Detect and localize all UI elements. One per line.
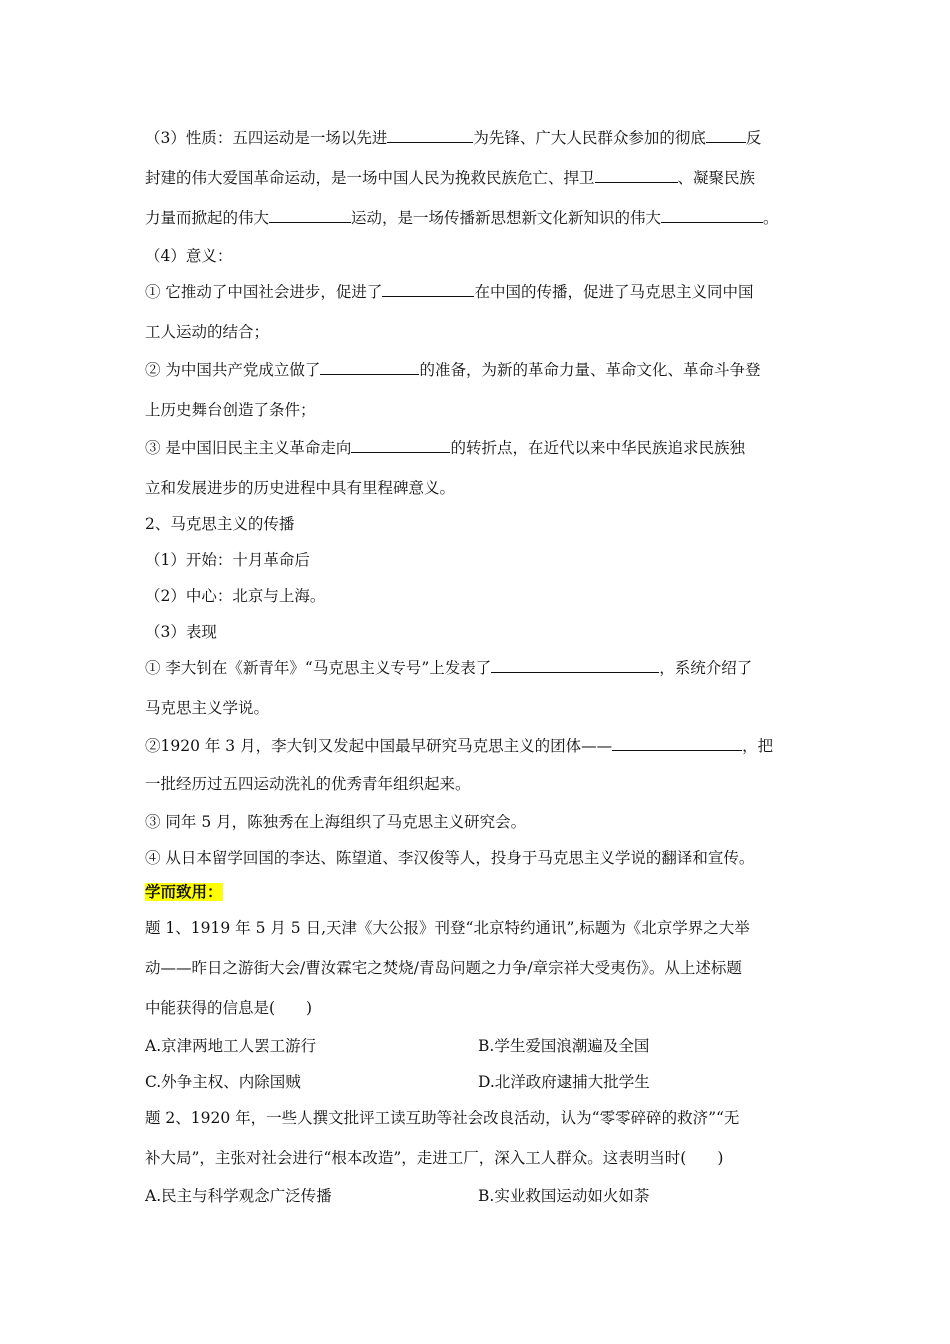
- nature-line-3: [145, 208, 779, 228]
- manifestation-item-2-cont: 一批经历过五四运动洗礼的优秀青年组织起来。: [145, 775, 471, 793]
- option-b: B.学生爱国浪潮遍及全国: [478, 1037, 650, 1055]
- marxism-center: （2）中心：北京与上海。: [145, 587, 326, 605]
- option-c: C.外争主权、内除国贼: [145, 1073, 301, 1091]
- significance-point-3: [145, 438, 745, 458]
- text: ③ 是中国旧民主主义革命走向: [145, 439, 352, 457]
- question-1-line-1: 题 1、1919 年 5 月 5 日,天津《大公报》刊登“北京特约通讯”,标题为《北京学界之大举: [145, 919, 750, 937]
- text: 的转折点，在近代以来中华民族追求民族独: [450, 439, 745, 457]
- text: ②1920 年 3 月，李大钊又发起中国最早研究马克思主义的团体——: [145, 737, 613, 755]
- text: ② 为中国共产党成立做了: [145, 361, 321, 379]
- significance-point-2-cont: 上历史舞台创造了条件；: [145, 401, 316, 419]
- fill-blank: [661, 208, 763, 223]
- manifestation-item-1: [145, 658, 752, 678]
- option-d: D.北洋政府逮捕大批学生: [478, 1073, 650, 1091]
- text: 。: [763, 209, 779, 227]
- fill-blank: [595, 168, 678, 183]
- significance-point-1-cont: 工人运动的结合；: [145, 323, 270, 341]
- fill-blank: [612, 736, 742, 751]
- question-1-options-row-1: [145, 1036, 810, 1056]
- significance-title: （4）意义：: [145, 247, 233, 265]
- question-1-line-2: 动——昨日之游街大会/曹汝霖宅之焚烧/青岛问题之力争/章宗祥大受夷伤》。从上述标题: [145, 959, 742, 977]
- fill-blank: [387, 128, 473, 143]
- nature-line-1: [145, 128, 761, 148]
- fill-blank: [706, 128, 746, 143]
- text: 在中国的传播，促进了马克思主义同中国: [474, 283, 754, 301]
- fill-blank: [320, 360, 419, 375]
- significance-point-2: [145, 360, 760, 380]
- manifestation-item-4: ④ 从日本留学回国的李达、陈望道、李汉俊等人，投身于马克思主义学说的翻译和宣传。: [145, 849, 755, 867]
- question-2-line-2: 补大局”，主张对社会进行“根本改造”，走进工厂，深入工人群众。这表明当时( ): [145, 1149, 724, 1167]
- question-2-line-1: 题 2、1920 年，一些人撰文批评工读互助等社会改良活动，认为“零零碎碎的救济”“无: [145, 1109, 740, 1127]
- significance-point-1: [145, 282, 753, 302]
- text: 为先锋、广大人民群众参加的彻底: [473, 129, 706, 147]
- option-b: B.实业救国运动如火如荼: [478, 1187, 650, 1205]
- text: ① 李大钊在《新青年》“马克思主义专号”上发表了: [145, 659, 492, 677]
- text: 封建的伟大爱国革命运动，是一场中国人民为挽救民族危亡、捍卫: [145, 169, 595, 187]
- manifestation-item-2: [145, 736, 773, 756]
- marxism-manifestation: （3）表现: [145, 623, 217, 641]
- text: 的准备，为新的革命力量、革命文化、革命斗争登: [419, 361, 761, 379]
- manifestation-item-3: ③ 同年 5 月，陈独秀在上海组织了马克思主义研究会。: [145, 813, 527, 831]
- marxism-title: 2、马克思主义的传播: [145, 515, 295, 533]
- fill-blank: [269, 208, 351, 223]
- fill-blank: [351, 438, 450, 453]
- text: ，把: [742, 737, 774, 755]
- significance-point-3-cont: 立和发展进步的历史进程中具有里程碑意义。: [145, 479, 456, 497]
- text: 、凝聚民族: [677, 169, 756, 187]
- marxism-start: （1）开始：十月革命后: [145, 551, 310, 569]
- text: 力量而掀起的伟大: [145, 209, 270, 227]
- text: 反: [745, 129, 762, 147]
- option-a: A.京津两地工人罢工游行: [145, 1037, 317, 1055]
- nature-line-2: [145, 168, 755, 188]
- text: （3）性质：五四运动是一场以先进: [145, 129, 388, 147]
- text: ，系统介绍了: [659, 659, 753, 677]
- manifestation-item-1-cont: 马克思主义学说。: [145, 699, 270, 717]
- practice-heading-row: [145, 882, 223, 902]
- fill-blank: [491, 658, 659, 673]
- question-1-line-3: 中能获得的信息是( ): [145, 999, 313, 1017]
- option-a: A.民主与科学观念广泛传播: [145, 1187, 332, 1205]
- fill-blank: [382, 282, 474, 297]
- question-1-options-row-2: [145, 1072, 810, 1092]
- text: ① 它推动了中国社会进步，促进了: [145, 283, 383, 301]
- text: 运动，是一场传播新思想新文化新知识的伟大: [351, 209, 662, 227]
- practice-heading: 学而致用：: [145, 883, 223, 901]
- question-2-options-row-1: [145, 1186, 810, 1206]
